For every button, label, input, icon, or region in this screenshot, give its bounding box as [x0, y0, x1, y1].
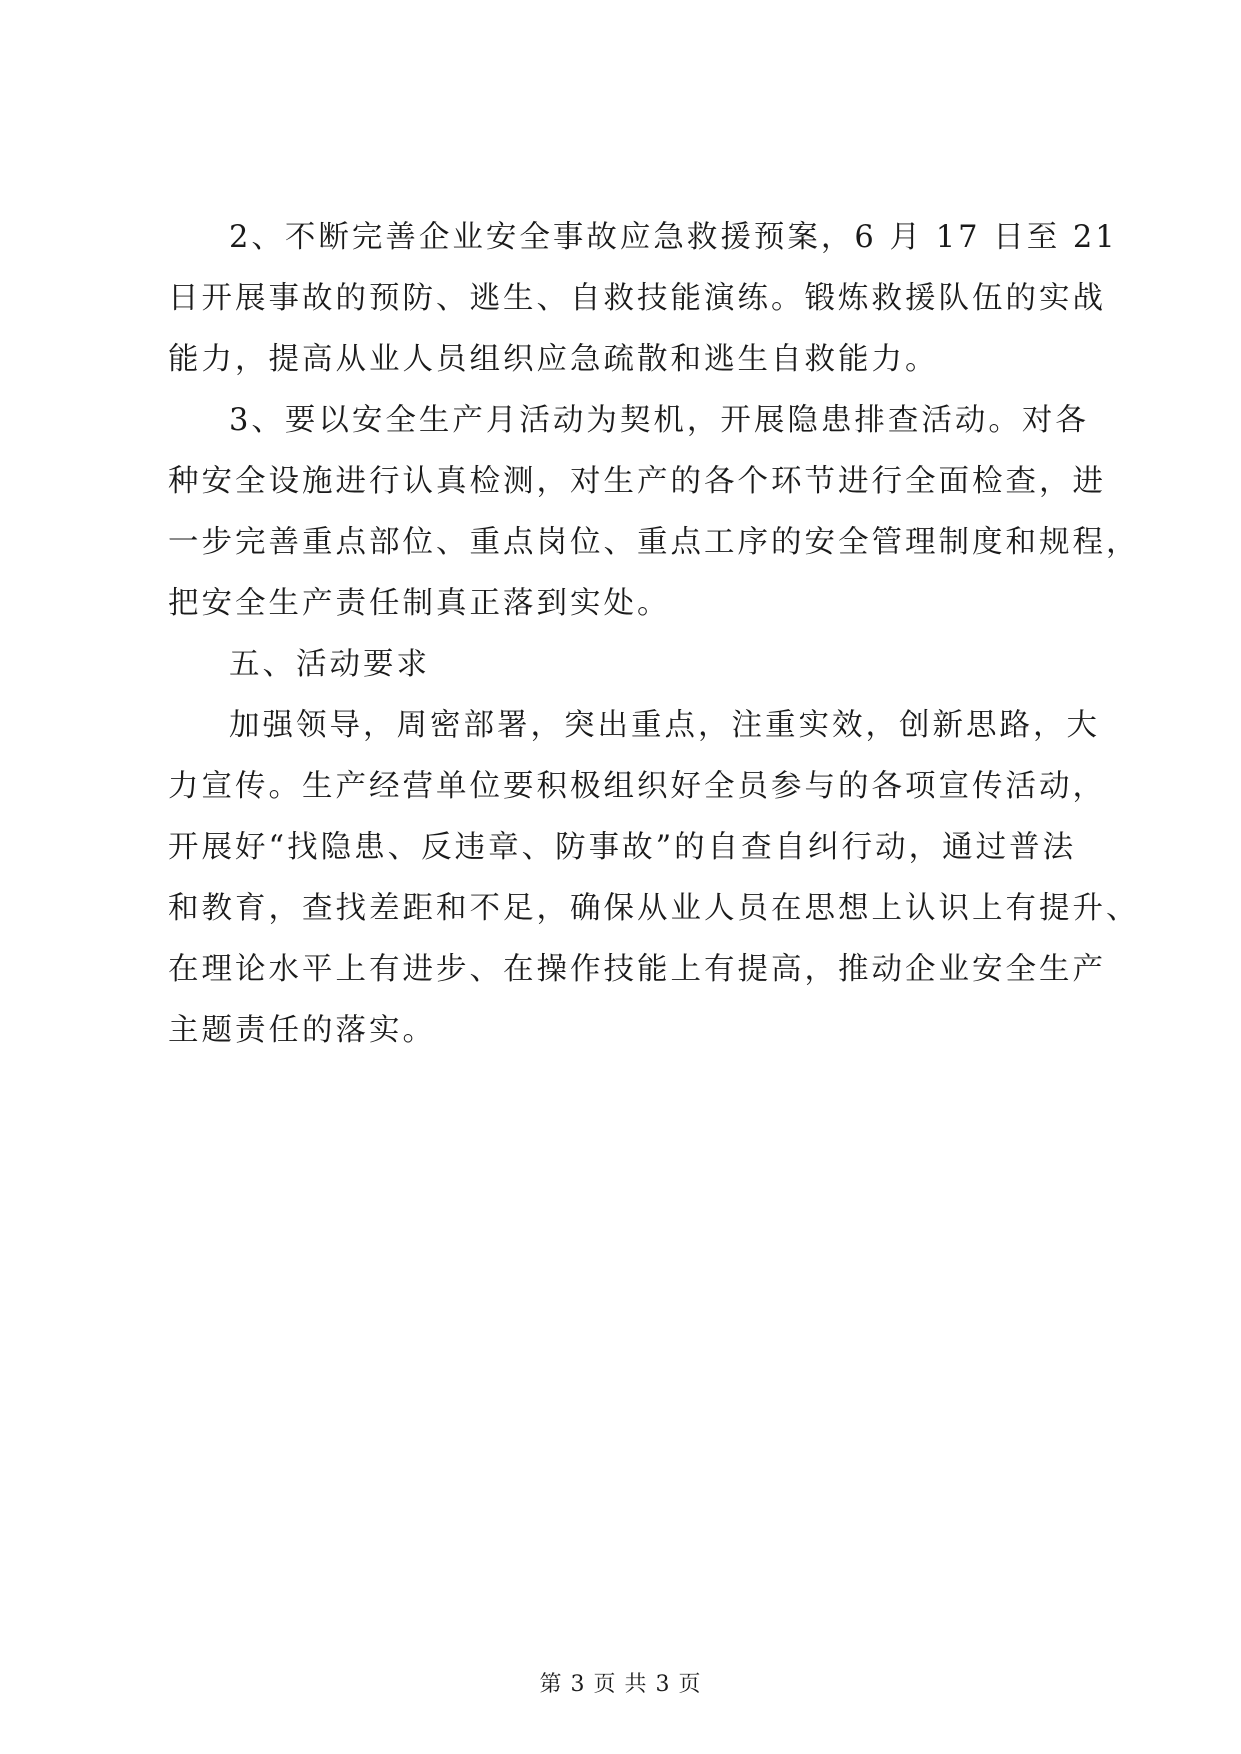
text-line: 3、要以安全生产月活动为契机，开展隐患排查活动。对各 [229, 403, 1089, 438]
text-line: 把安全生产责任制真正落到实处。 [168, 586, 671, 621]
text-line: 一步完善重点部位、重点岗位、重点工序的安全管理制度和规程， [168, 525, 1140, 560]
page-number-footer: 第 3 页 共 3 页 [539, 1672, 702, 1697]
heading-text: 五、活动要求 [229, 647, 430, 682]
paragraph-requirements [168, 695, 1140, 1061]
text-line: 加强领导，周密部署，突出重点，注重实效，创新思路，大 [229, 708, 1100, 743]
text-line: 主题责任的落实。 [168, 1013, 436, 1048]
text-line: 2、不断完善企业安全事故应急救援预案，6 月 17 日至 21 [229, 220, 1118, 255]
paragraph-emergency-plan [168, 207, 1118, 390]
document-body [168, 207, 1140, 1061]
text-line: 种安全设施进行认真检测，对生产的各个环节进行全面检查，进 [168, 464, 1106, 499]
text-line: 在理论水平上有进步、在操作技能上有提高，推动企业安全生产 [168, 952, 1106, 987]
text-line: 开展好“找隐患、反违章、防事故”的自查自纠行动，通过普法 [168, 830, 1077, 865]
text-line: 能力，提高从业人员组织应急疏散和逃生自救能力。 [168, 342, 939, 377]
text-line: 力宣传。生产经营单位要积极组织好全员参与的各项宣传活动， [168, 769, 1106, 804]
section-heading [168, 634, 1078, 695]
text-line: 和教育，查找差距和不足，确保从业人员在思想上认识上有提升、 [168, 891, 1140, 926]
text-line: 日开展事故的预防、逃生、自救技能演练。锻炼救援队伍的实战 [168, 281, 1106, 316]
paragraph-hazard-inspection [168, 390, 1140, 634]
